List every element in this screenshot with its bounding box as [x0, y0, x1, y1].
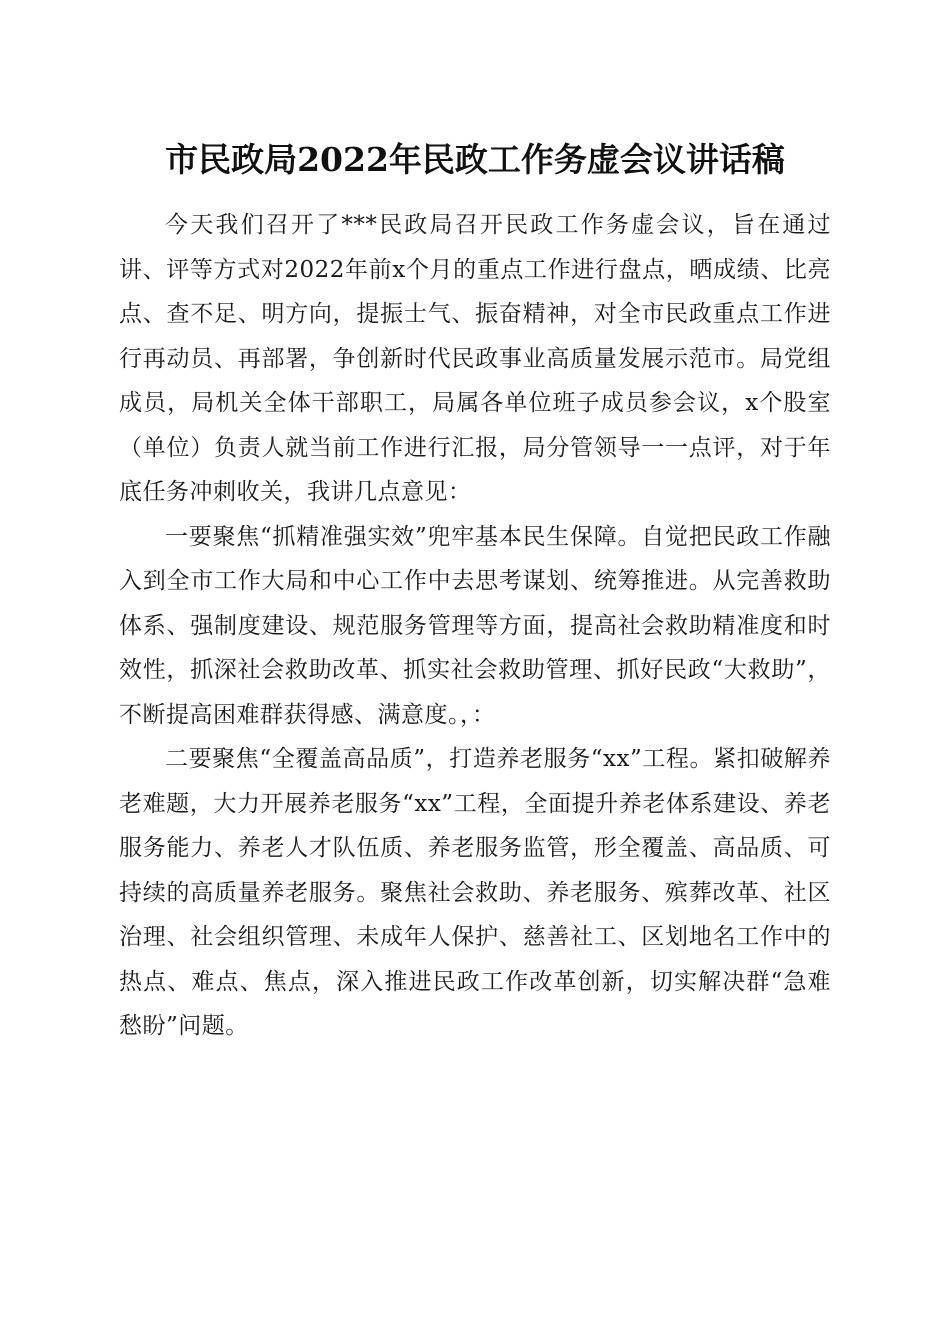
paragraph-point-one: 一要聚焦“抓精准强实效”兜牢基本民生保障。自觉把民政工作融入到全市工作大局和中心工作中去思考谋划、统筹推进。从完善救助体系、强制度建设、规范服务管理等方面，提高社会救助精准度和时效性，抓深社会救助改革、抓实社会救助管理、抓好民政“大救助”，不断提高困难群获得感、满意度。，：	[119, 523, 831, 728]
document-title: 市民政局2022年民政工作务虚会议讲话稿	[165, 140, 785, 179]
paragraph-point-two: 二要聚焦“全覆盖高品质”，打造养老服务“xx”工程。紧扣破解养老难题，大力开展养老服务“xx”工程，全面提升养老体系建设、养老服务能力、养老人才队伍质、养老服务监管，形全覆盖、高品质、可持续的高质量养老服务。聚焦社会救助、养老服务、殡葬改革、社区治理、社会组织管理、未成年人保护、慈善社工、区划地名工作中的热点、难点、焦点，深入推进民政工作改革创新，切实解决群“急难愁盼”问题。	[119, 746, 831, 1039]
paragraph-intro: 今天我们召开了***民政局召开民政工作务虚会议，旨在通过讲、评等方式对2022年前x个月的重点工作进行盘点，晒成绩、比亮点、查不足、明方向，提振士气、振奋精神，对全市民政重点工作进行再动员、再部署，争创新时代民政事业高质量发展示范市。局党组成员，局机关全体干部职工，局属各单位班子成员参会议，x个股室（单位）负责人就当前工作进行汇报，局分管领导一一点评，对于年底任务冲刺收关，我讲几点意见：	[119, 212, 831, 505]
document-body	[119, 203, 831, 1049]
